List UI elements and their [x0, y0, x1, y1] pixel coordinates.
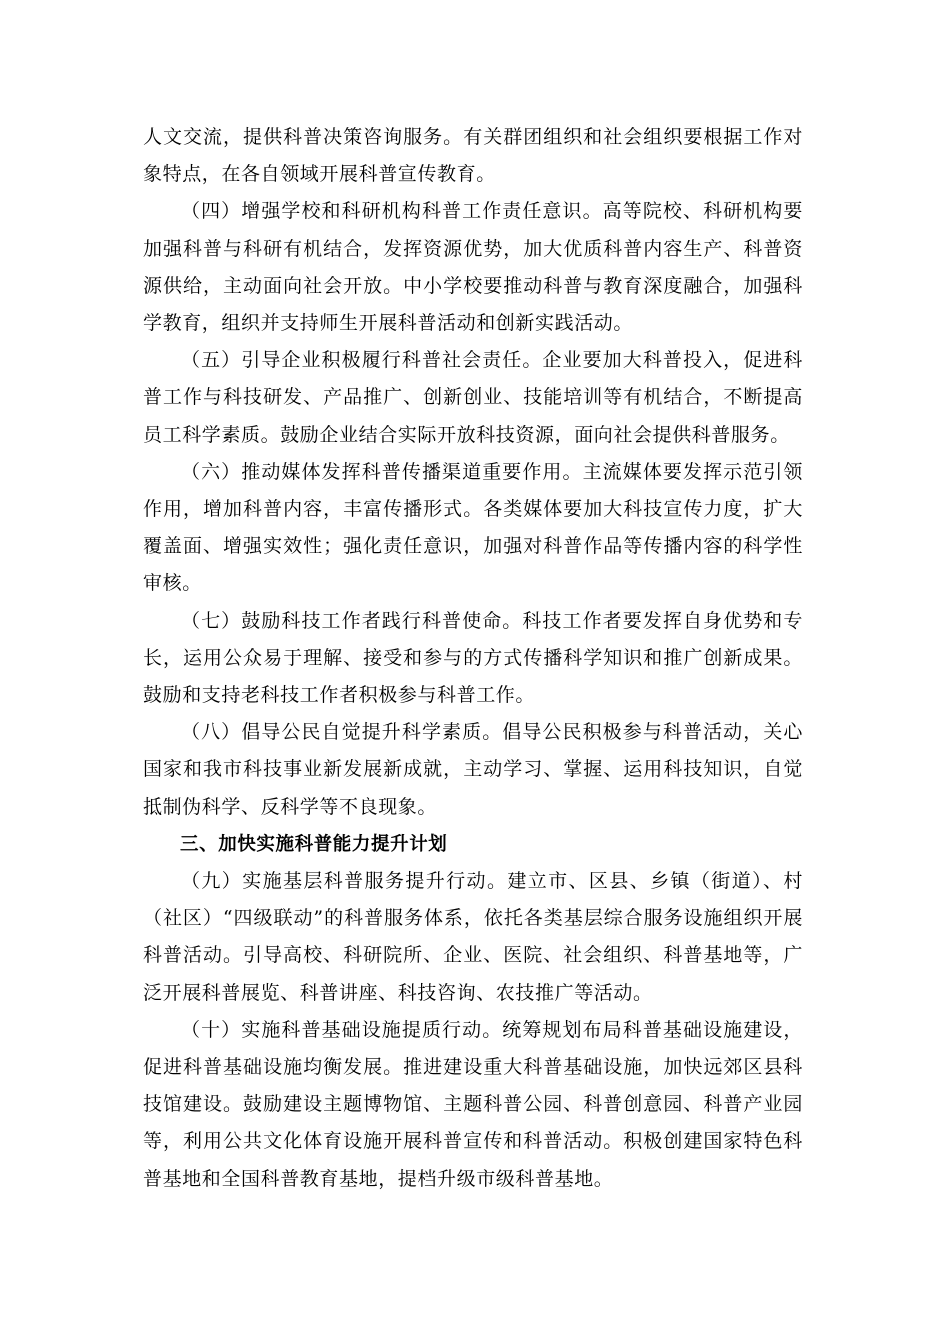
- paragraph-section-4: （四）增强学校和科研机构科普工作责任意识。高等院校、科研机构要加强科普与科研有机结合，发挥资源优势，加大优质科普内容生产、科普资源供给，主动面向社会开放。中小学校要推动科普与教育深度融合，加强科学教育，组织并支持师生开展科普活动和创新实践活动。: [143, 200, 803, 335]
- paragraph-section-10: （十）实施科普基础设施提质行动。统筹规划布局科普基础设施建设，促进科普基础设施均衡发展。推进建设重大科普基础设施，加快远郊区县科技馆建设。鼓励建设主题博物馆、主题科普公园、科普创意园、科普产业园等，利用公共文化体育设施开展科普宣传和科普活动。积极创建国家特色科普基地和全国科普教育基地，提档升级市级科普基地。: [143, 1018, 803, 1190]
- paragraph-continuation: 人文交流，提供科普决策咨询服务。有关群团组织和社会组织要根据工作对象特点，在各自领域开展科普宣传教育。: [143, 126, 803, 186]
- paragraph-section-6: （六）推动媒体发挥科普传播渠道重要作用。主流媒体要发挥示范引领作用，增加科普内容，丰富传播形式。各类媒体要加大科技宣传力度，扩大覆盖面、增强实效性；强化责任意识，加强对科普作品等传播内容的科学性审核。: [143, 460, 803, 595]
- section-heading-3: 三、加快实施科普能力提升计划: [180, 833, 448, 855]
- document-page: [143, 119, 803, 1198]
- paragraph-section-7: （七）鼓励科技工作者践行科普使命。科技工作者要发挥自身优势和专长，运用公众易于理解、接受和参与的方式传播科学知识和推广创新成果。鼓励和支持老科技工作者积极参与科普工作。: [143, 609, 803, 707]
- paragraph-section-8: （八）倡导公民自觉提升科学素质。倡导公民积极参与科普活动，关心国家和我市科技事业新发展新成就，主动学习、掌握、运用科技知识，自觉抵制伪科学、反科学等不良现象。: [143, 721, 803, 818]
- paragraph-section-9: （九）实施基层科普服务提升行动。建立市、区县、乡镇（街道）、村（社区）“四级联动”的科普服务体系，依托各类基层综合服务设施组织开展科普活动。引导高校、科研院所、企业、医院、社会组织、科普基地等，广泛开展科普展览、科普讲座、科技咨询、农技推广等活动。: [143, 870, 803, 1004]
- paragraph-section-5: （五）引导企业积极履行科普社会责任。企业要加大科普投入，促进科普工作与科技研发、产品推广、创新创业、技能培训等有机结合，不断提高员工科学素质。鼓励企业结合实际开放科技资源，面向社会提供科普服务。: [143, 349, 803, 446]
